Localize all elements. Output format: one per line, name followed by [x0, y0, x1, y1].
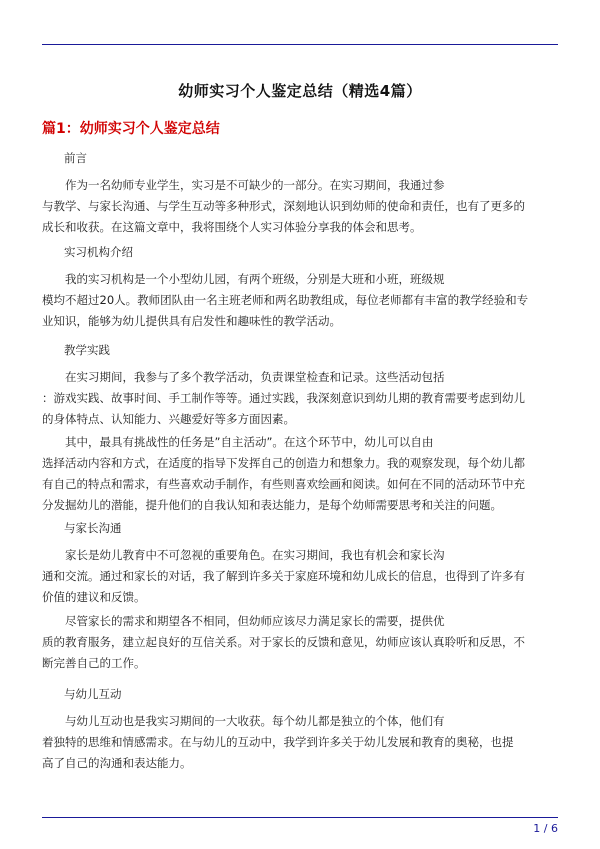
subheading-institution: 实习机构介绍 — [64, 245, 133, 259]
paragraph-line: 价值的建议和反馈。 — [42, 590, 146, 604]
paragraph-line: 尽管家长的需求和期望各不相同，但幼师应该尽力满足家长的需要，提供优 — [65, 614, 445, 628]
page-indicator: 1 / 6 — [533, 822, 558, 835]
footer-rule — [42, 817, 558, 818]
paragraph-line: 模均不超过20人。教师团队由一名主班老师和两名助教组成，每位老师都有丰富的教学经验和专 — [42, 293, 529, 307]
subheading-teaching: 教学实践 — [64, 343, 110, 357]
paragraph-line: 与教学、与家长沟通、与学生互动等多种形式，深刻地认识到幼师的使命和责任，也有了更多的 — [42, 199, 525, 213]
paragraph-line: ：游戏实践、故事时间、手工制作等等。通过实践，我深刻意识到幼儿期的教育需要考虑到幼儿 — [42, 391, 525, 405]
subheading-children: 与幼儿互动 — [64, 687, 122, 701]
paragraph-line: 着独特的思维和情感需求。在与幼儿的互动中，我学到许多关于幼儿发展和教育的奥秘，也提 — [42, 735, 514, 749]
paragraph-line: 有自己的特点和需求，有些喜欢动手制作，有些则喜欢绘画和阅读。如何在不同的活动环节中充 — [42, 477, 525, 491]
paragraph-line: 成长和收获。在这篇文章中，我将围绕个人实习体验分享我的体会和思考。 — [42, 220, 422, 234]
paragraph-line: 与幼儿互动也是我实习期间的一大收获。每个幼儿都是独立的个体，他们有 — [65, 714, 445, 728]
paragraph — [42, 269, 558, 332]
paragraph-line: 的身体特点、认知能力、兴趣爱好等多方面因素。 — [42, 412, 295, 426]
paragraph-line: 业知识，能够为幼儿提供具有启发性和趣味性的教学活动。 — [42, 314, 341, 328]
section-heading: 篇1：幼师实习个人鉴定总结 — [42, 121, 220, 137]
document-title: 幼师实习个人鉴定总结（精选4篇） — [178, 82, 422, 100]
paragraph — [42, 711, 558, 774]
paragraph-line: 分发掘幼儿的潜能，提升他们的自我认知和表达能力，是每个幼师需要思考和关注的问题。 — [42, 498, 502, 512]
paragraph — [42, 432, 558, 516]
paragraph-line: 断完善自己的工作。 — [42, 656, 146, 670]
paragraph-line: 通和交流。通过和家长的对话，我了解到许多关于家庭环境和幼儿成长的信息，也得到了许多有 — [42, 569, 525, 583]
subheading-parents: 与家长沟通 — [64, 521, 122, 535]
paragraph-line: 作为一名幼师专业学生，实习是不可缺少的一部分。在实习期间，我通过参 — [65, 178, 445, 192]
paragraph — [42, 175, 558, 238]
paragraph — [42, 367, 558, 430]
paragraph-line: 其中，最具有挑战性的任务是”自主活动”。在这个环节中，幼儿可以自由 — [65, 435, 434, 449]
subheading-preface: 前言 — [64, 151, 87, 165]
paragraph-line: 高了自己的沟通和表达能力。 — [42, 756, 192, 770]
paragraph-line: 选择活动内容和方式，在适度的指导下发挥自己的创造力和想象力。我的观察发现，每个幼儿都 — [42, 456, 525, 470]
paragraph-line: 我的实习机构是一个小型幼儿园，有两个班级，分别是大班和小班，班级规 — [65, 272, 445, 286]
paragraph-line: 质的教育服务，建立起良好的互信关系。对于家长的反馈和意见，幼师应该认真聆听和反思，不 — [42, 635, 525, 649]
paragraph — [42, 545, 558, 608]
paragraph-line: 在实习期间，我参与了多个教学活动，负责课堂检查和记录。这些活动包括 — [65, 370, 445, 384]
paragraph-line: 家长是幼儿教育中不可忽视的重要角色。在实习期间，我也有机会和家长沟 — [65, 548, 445, 562]
paragraph — [42, 611, 558, 674]
header-rule — [42, 44, 558, 45]
